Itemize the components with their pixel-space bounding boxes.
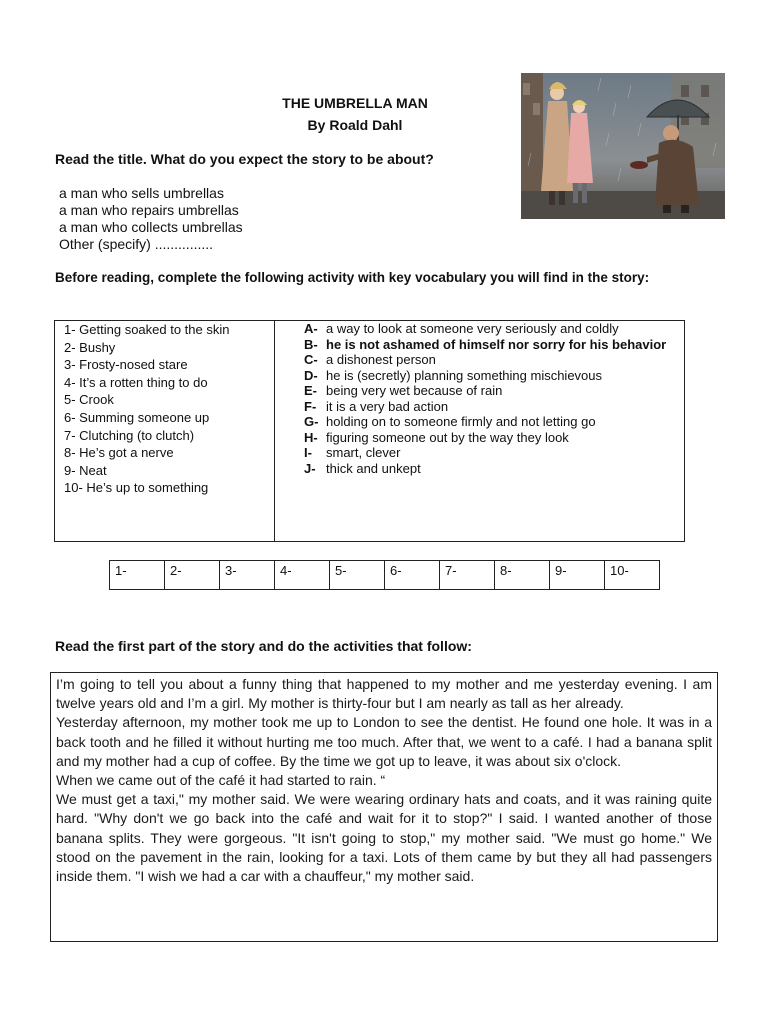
term-item: 2- Bushy — [64, 339, 116, 355]
definition-letter: C- — [304, 352, 318, 367]
definition-letter: E- — [304, 383, 317, 398]
term-item: 6- Summing someone up — [64, 409, 210, 425]
definition-letter: F- — [304, 398, 317, 414]
column-divider — [274, 321, 275, 541]
answer-cell[interactable]: 5- — [330, 561, 385, 590]
definition-text: figuring someone out by the way they look — [326, 429, 569, 445]
answer-cell[interactable]: 2- — [165, 561, 220, 590]
definition-item — [304, 445, 666, 461]
definition-text: he is (secretly) planning something mischievous — [326, 367, 603, 383]
definition-item — [304, 461, 666, 477]
term-item: 3- Frosty-nosed stare — [64, 357, 188, 373]
story-paragraph: Yesterday afternoon, my mother took me up to London to see the dentist. He found one hole. It was in a back tooth and he filled it without hurting me too much. After that, we went to a café. I had a banana split and my mother had a cup of coffee. By the time we got up to leave, it was about six o'clock. — [56, 714, 712, 769]
story-paragraph: When we came out of the café it had started to rain. “ — [56, 772, 386, 789]
definition-item — [304, 414, 666, 430]
definition-letter: G- — [304, 414, 319, 429]
answer-table — [109, 560, 660, 590]
definition-text: being very wet because of rain — [326, 383, 503, 398]
question-reading: Read the first part of the story and do the activities that follow: — [55, 638, 472, 654]
prediction-options — [59, 185, 243, 253]
definition-item — [304, 337, 666, 353]
definition-item — [304, 430, 666, 446]
vocabulary-matching-box — [54, 320, 685, 542]
question-title-prediction: Read the title. What do you expect the story to be about? — [55, 151, 434, 167]
term-item: 9- Neat — [64, 462, 107, 478]
definition-letter: D- — [304, 367, 318, 383]
answer-cell[interactable]: 9- — [550, 561, 605, 590]
definition-letter: B- — [304, 336, 318, 352]
definition-text: it is a very bad action — [326, 398, 449, 414]
option-item: a man who sells umbrellas — [59, 185, 224, 201]
option-item: a man who repairs umbrellas — [59, 202, 239, 218]
definition-text: a dishonest person — [326, 352, 436, 367]
answer-row — [110, 561, 660, 590]
answer-cell[interactable]: 6- — [385, 561, 440, 590]
answer-cell[interactable]: 10- — [605, 561, 660, 590]
definition-text: holding on to someone firmly and not letting go — [326, 414, 596, 429]
term-item: 1- Getting soaked to the skin — [64, 322, 230, 337]
option-item: Other (specify) ............... — [59, 236, 214, 252]
answer-cell[interactable]: 4- — [275, 561, 330, 590]
definition-letter: J- — [304, 460, 316, 476]
term-item: 10- He’s up to something — [64, 480, 209, 496]
document-title: THE UMBRELLA MAN — [282, 95, 428, 111]
definition-item — [304, 321, 666, 337]
story-text-box — [50, 672, 718, 942]
document-author: By Roald Dahl — [307, 117, 403, 133]
answer-cell[interactable]: 1- — [110, 561, 165, 590]
term-item: 4- It’s a rotten thing to do — [64, 374, 208, 390]
answer-cell[interactable]: 7- — [440, 561, 495, 590]
terms-column — [64, 321, 229, 497]
definition-letter: I- — [304, 445, 312, 460]
definition-text: smart, clever — [326, 445, 401, 460]
definition-item — [304, 352, 666, 368]
definition-letter: A- — [304, 321, 318, 336]
definition-text: he is not ashamed of himself nor sorry for his behavior — [326, 336, 667, 352]
answer-cell[interactable]: 8- — [495, 561, 550, 590]
definitions-column — [304, 321, 666, 476]
story-paragraph: We must get a taxi," my mother said. We were wearing ordinary hats and coats, and it was raining quite hard. "Why don't we go back into the café and wait for it to stop?" I said. I wanted another of those banana splits. They were gorgeous. "It isn't going to stop," my mother said. "We must go home." We stood on the pavement in the rain, looking for a taxi. Lots of them came by but they all had passengers inside them. "I wish we had a car with a chauffeur," my mother said. — [56, 791, 712, 885]
question-vocabulary: Before reading, complete the following activity with key vocabulary you will find in the story: — [55, 270, 650, 285]
definition-item — [304, 399, 666, 415]
definition-item — [304, 383, 666, 399]
definition-letter: H- — [304, 429, 318, 445]
option-item: a man who collects umbrellas — [59, 219, 243, 235]
definition-item — [304, 368, 666, 384]
definition-text: thick and unkept — [326, 460, 421, 476]
answer-cell[interactable]: 3- — [220, 561, 275, 590]
term-item: 8- He’s got a nerve — [64, 445, 174, 461]
term-item: 5- Crook — [64, 392, 114, 408]
story-paragraph: I’m going to tell you about a funny thing that happened to my mother and me yesterday evening. I am twelve years old and I’m a girl. My mother is thirty-four but I am nearly as tall as her already. — [56, 676, 712, 712]
definition-text: a way to look at someone very seriously and coldly — [326, 321, 619, 336]
term-item: 7- Clutching (to clutch) — [64, 427, 195, 443]
story-illustration — [521, 73, 725, 219]
